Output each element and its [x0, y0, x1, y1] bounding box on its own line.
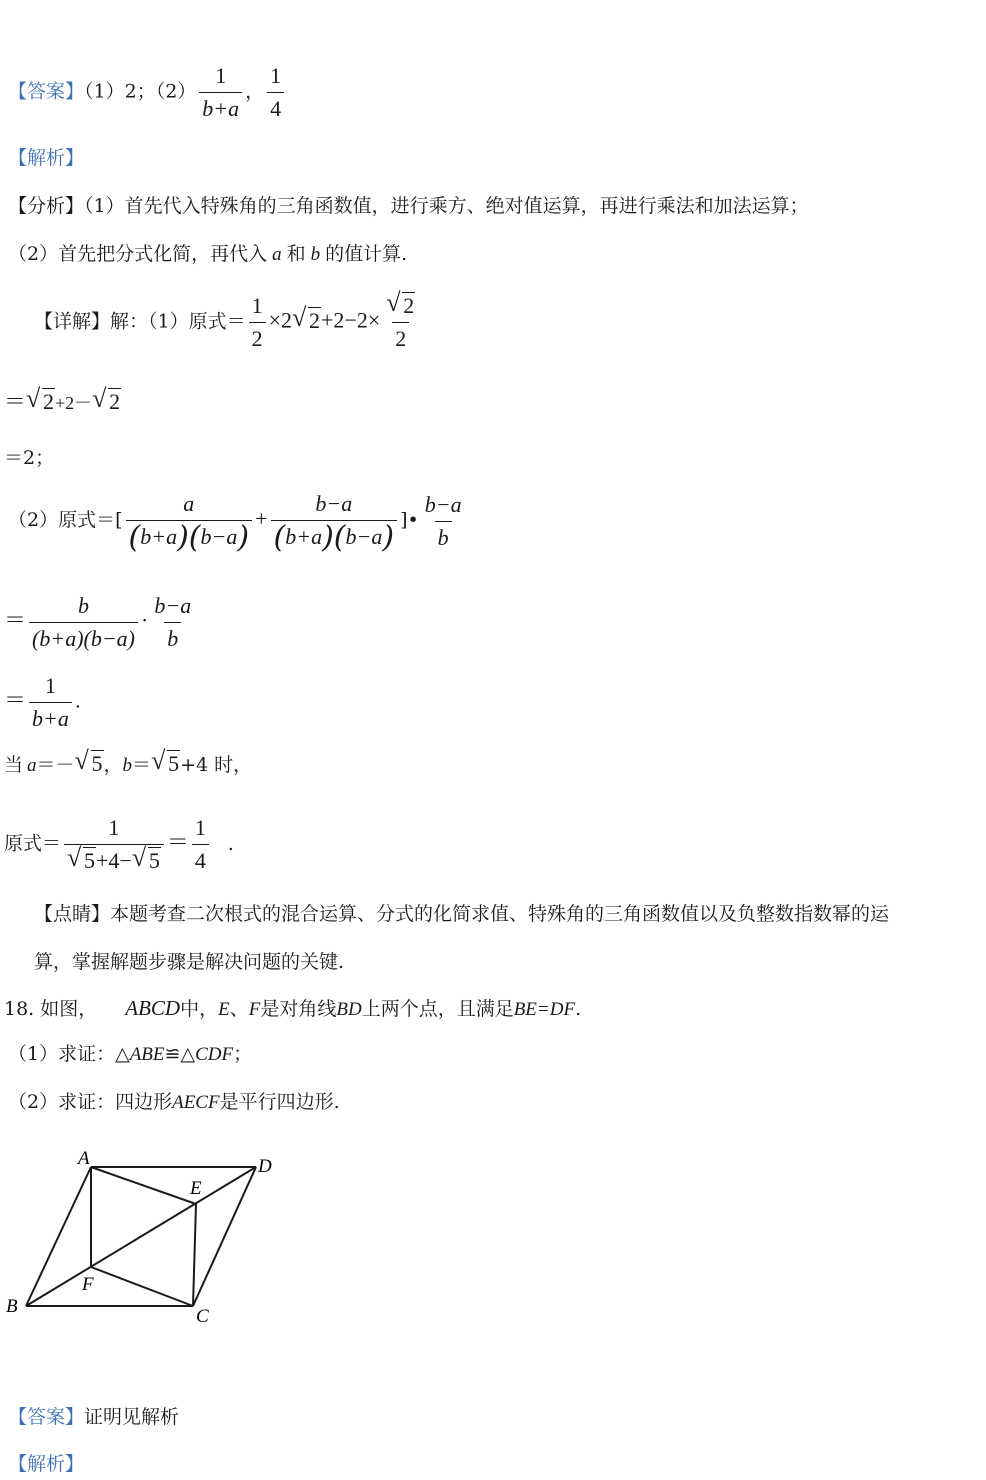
text: 、 — [229, 998, 249, 1020]
answer-tag: 【答案】 — [8, 80, 85, 103]
label: 原式＝ — [4, 832, 62, 855]
xiangjie-label: 【详解】解：（1）原式＝ — [34, 310, 246, 333]
text: +4 时， — [180, 754, 253, 776]
q18-part2 — [8, 1090, 340, 1115]
point-e: E — [218, 999, 230, 1020]
fraction-a: $\frac{a}{(b+a)(b-a)}$ — [126, 490, 253, 552]
segment-dc — [193, 1167, 256, 1306]
when-line — [4, 752, 252, 778]
answer-fraction — [199, 62, 242, 123]
sqrt-2: √ 2 — [28, 390, 55, 414]
answer-tag: 【答案】 — [8, 1406, 85, 1428]
bracket: ]• — [400, 509, 419, 531]
label-c: C — [196, 1306, 209, 1327]
label-d: D — [258, 1156, 272, 1177]
text: （2）求证：四边形 — [8, 1091, 173, 1113]
q18-analysis-tag: 【解析】 — [8, 1453, 85, 1475]
var-a: a — [272, 244, 282, 265]
segment-ae — [91, 1167, 196, 1204]
part2-line: （2）原式＝[ $\frac{a}{(b+a)(b-a)}$ + $\frac{b-a}{(b+a)(b-a)}$ ]• $\frac{b-a}{b}$ — [8, 490, 468, 552]
fenxi-line — [8, 194, 809, 218]
fraction-numerator: 1 — [215, 63, 227, 88]
sqrt-2: √ 2 — [294, 309, 321, 333]
label-e: E — [190, 1178, 202, 1199]
point-f: F — [248, 999, 261, 1020]
fraction-b-minus-a: $\frac{b-a}{(b+a)(b-a)}$ — [271, 490, 398, 552]
question-number: 18. 如图， — [4, 998, 98, 1020]
answer-text: 证明见解析 — [84, 1406, 180, 1428]
text: ≌△ — [164, 1043, 196, 1065]
xiangjie-line — [34, 292, 421, 353]
var-b: b — [310, 244, 321, 265]
text: ＝－ — [36, 754, 75, 776]
text: 上两个点，且满足 — [361, 998, 514, 1020]
equals: ＝ — [4, 607, 27, 633]
sqrt-2: √ 2 — [94, 390, 121, 414]
fenxi-tag: 【分析】 — [8, 195, 85, 217]
dot: · — [141, 607, 149, 633]
fenxi-line-2 — [8, 242, 407, 267]
result-line — [4, 814, 234, 875]
text: 是平行四边形. — [219, 1091, 340, 1113]
label-f: F — [82, 1274, 94, 1295]
step2-line — [4, 390, 121, 415]
text: 中， — [180, 998, 219, 1020]
part2-step3 — [4, 672, 81, 733]
fraction-b: $\frac{b}{(b+a)(b-a)}$ — [29, 592, 138, 653]
parallelogram-name: ABCD — [125, 996, 181, 1020]
segment-bd: BD — [336, 999, 362, 1020]
label-a: A — [78, 1148, 90, 1169]
equals: ＝ — [166, 829, 189, 855]
analysis-tag: 【解析】 — [8, 147, 85, 169]
condition: BE=DF — [513, 999, 576, 1020]
label: （2）原式＝[ — [8, 509, 123, 531]
q18-answer-line — [8, 1405, 179, 1429]
sqrt2-over-2: √ $\frac{2}{2}$ — [383, 292, 418, 353]
answer-fraction-2 — [267, 62, 284, 123]
half-fraction: $\frac{1}{2}$ — [249, 292, 266, 353]
text: 的值计算. — [325, 243, 408, 265]
equals: ＝ — [4, 687, 27, 713]
triangle-cdf: CDF — [195, 1044, 234, 1065]
triangle-abe: ABE — [129, 1044, 165, 1065]
fenxi-text: （1）首先代入特殊角的三角函数值，进行乘方、绝对值运算，再进行乘法和加法运算； — [84, 195, 809, 217]
result-fraction: 1 √ 5+4−√ 5 — [64, 814, 164, 875]
fraction-denominator: b+a — [199, 92, 242, 123]
segment-fc — [91, 1267, 193, 1306]
text: ； — [233, 1043, 253, 1065]
parallelogram-figure — [0, 1140, 300, 1340]
q18-part1 — [8, 1042, 252, 1067]
var-a: a — [27, 755, 37, 776]
equals: ＝ — [4, 389, 27, 414]
answer-text: （1）2；（2） — [84, 80, 197, 103]
var-b: b — [122, 755, 133, 776]
expr: +2－ — [55, 393, 93, 413]
text: 是对角线 — [260, 998, 337, 1020]
answer-line — [8, 62, 287, 123]
part2-step2 — [4, 592, 197, 653]
expr: ×2 — [268, 307, 293, 333]
text: （2）首先把分式化简，再代入 — [8, 243, 268, 265]
text: ＝ — [132, 754, 152, 776]
label-b: B — [6, 1296, 18, 1317]
text: 当 — [4, 754, 24, 776]
comma: ， — [245, 80, 265, 103]
period: . — [74, 690, 81, 713]
step3-line: ＝2； — [4, 447, 55, 469]
text: 和 — [286, 243, 306, 265]
text: （1）求证：△ — [8, 1043, 130, 1065]
text: ， — [103, 754, 123, 776]
fraction-1-4: $\frac{1}{4}$ — [192, 814, 209, 875]
expr: +2−2× — [321, 307, 381, 333]
fraction-bma-over-b: $\frac{b-a}{b}$ — [424, 491, 462, 550]
dianjing-line: 【点睛】本题考查二次根式的混合运算、分式的化简求值、特殊角的三角函数值以及负整数指数幂的运 — [34, 903, 890, 925]
q18-stem — [4, 996, 581, 1022]
fraction-denominator: 4 — [267, 92, 284, 123]
quad-aecf: AECF — [172, 1092, 220, 1113]
sqrt-5: √ 5 — [153, 752, 180, 776]
fraction-numerator: 1 — [270, 63, 282, 88]
dianjing-line-2: 算，掌握解题步骤是解决问题的关键. — [34, 951, 345, 973]
period: . — [227, 832, 234, 855]
fraction-1-over-bpa: $\frac{1}{b+a}$ — [29, 672, 72, 733]
sqrt-5: √ 5 — [77, 752, 104, 776]
fraction-bma-over-b: $\frac{b-a}{b}$ — [154, 593, 192, 651]
segment-ec — [193, 1204, 196, 1306]
text: . — [575, 998, 582, 1020]
